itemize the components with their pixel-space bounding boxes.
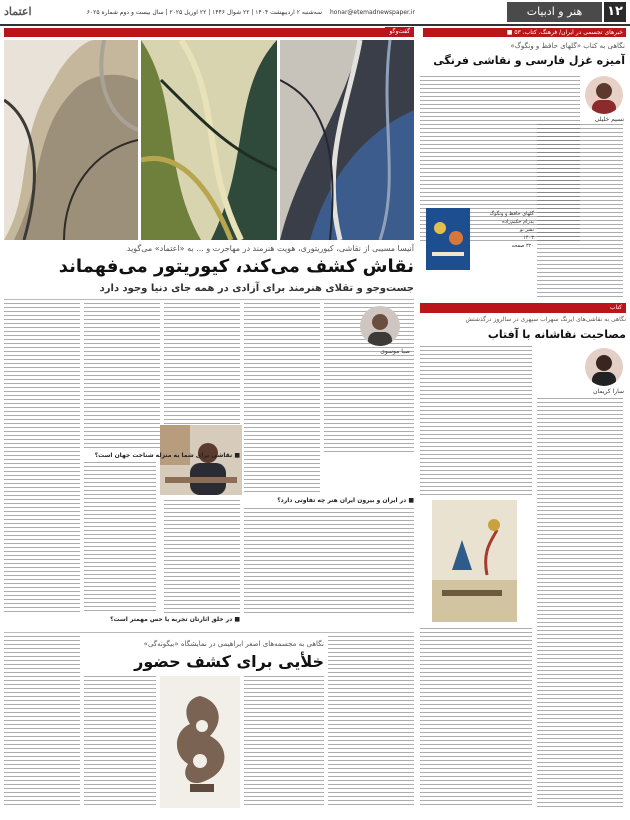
author-main: صبا موسوی — [380, 348, 410, 355]
top-right-title: آمیزه غزل فارسی و نقاشی فرنگی — [433, 54, 625, 67]
main-column-4 — [244, 303, 320, 493]
page-number: ۱۲ — [604, 2, 626, 22]
author-photo-mid-right — [585, 348, 623, 386]
website[interactable]: honar@etemadnewspaper.ir — [330, 9, 415, 16]
mid-right-tag-bar — [420, 303, 626, 313]
book-info-line: نشر نو — [519, 227, 534, 233]
question-3: ■ در خلق آثارتان تجربه یا حس مهمتر است؟ — [110, 616, 240, 623]
mid-right-column-b — [537, 398, 623, 808]
bottom-column-2 — [244, 676, 324, 808]
author-mid-right: سارا کریمان — [593, 388, 624, 395]
mid-right-kicker: نگاهی به نقاشی‌های ایرنگ سهراب سپهری در سالروز درگذشتش — [465, 316, 626, 323]
main-deck: آنیسا مسیبی از نقاشی، کیوریتوری، هویت هنرمند در مهاجرت و ... به «اعتماد» می‌گوید — [126, 244, 414, 253]
question-2: ■ نقاشی برای شما به منزله شناخت جهان است؟ — [94, 452, 240, 459]
main-column-3b — [164, 500, 240, 613]
divider — [4, 299, 414, 300]
author-top-right: نسیم خلیلی — [594, 116, 624, 123]
section-subbar: خبرهای تجسمی در ایران/ فرهنگ، کتاب، ۵۳ ■ — [423, 28, 626, 37]
bottom-kicker: نگاهی به مجسمه‌های اصغر ابراهیمی در نمایشگاه «بیگونه‌گی» — [143, 640, 324, 648]
question-1: ■ در ایران و بیرون ایران هنر چه تفاوتی دارد؟ — [277, 497, 414, 504]
author-photo-main — [360, 306, 400, 346]
interview-photo — [160, 425, 242, 495]
book-info-line: پدرام حکیم‌زاده — [502, 219, 534, 225]
painting-left — [4, 40, 138, 240]
mid-right-title: مصاحبت نقاشانه با آفتاب — [487, 328, 626, 341]
painting-middle — [141, 40, 277, 240]
sepehri-painting — [432, 500, 517, 622]
book-info — [472, 210, 534, 250]
book-cover — [426, 208, 470, 270]
book-info-line: ۳۲۰ صفحه — [511, 243, 534, 249]
main-tag-bar — [4, 28, 414, 37]
author-photo-top-right — [585, 76, 623, 114]
sculpture-photo — [160, 676, 240, 808]
main-column-1 — [4, 303, 80, 613]
bottom-column-1 — [4, 636, 80, 808]
top-right-column-b — [537, 124, 623, 300]
date-line: سه‌شنبه ۲ اردیبهشت ۱۴۰۴ | ۲۲ شوال ۱۴۴۶ | ۲۲ آوریل ۲۰۲۵ | سال بیست و دوم شماره ۶۰۲۵ — [86, 9, 322, 16]
book-info-line: گلهای حافظ و ونگوگ — [489, 211, 534, 217]
main-column-4b — [244, 508, 414, 613]
masthead-logo: اعتماد — [4, 5, 32, 18]
main-subtitle: جست‌وجو و تقلای هنرمند برای آزادی در همه جای دنیا وجود دارد — [99, 283, 414, 294]
top-right-kicker: نگاهی به کتاب «گلهای حافظ و ونگوگ» — [510, 42, 625, 50]
main-column-2b — [84, 462, 156, 613]
book-info-line: ۱۴۰۳ — [523, 235, 534, 241]
mid-right-column-a — [420, 346, 532, 496]
main-title: نقاش کشف می‌کند، کیوریتور می‌فهماند — [58, 256, 414, 277]
bottom-title: خلأیی برای کشف حضور — [134, 652, 324, 671]
section-title: هنر و ادبیات — [507, 2, 602, 22]
painting-right — [280, 40, 414, 240]
bottom-column-3 — [328, 636, 414, 808]
mid-right-tag: کتاب — [606, 303, 626, 313]
main-column-2a — [84, 303, 160, 448]
bottom-divider — [4, 632, 414, 633]
bottom-column-4 — [84, 676, 156, 808]
main-tag: گفت‌وگو — [385, 27, 414, 37]
mid-right-column-c — [420, 628, 532, 808]
